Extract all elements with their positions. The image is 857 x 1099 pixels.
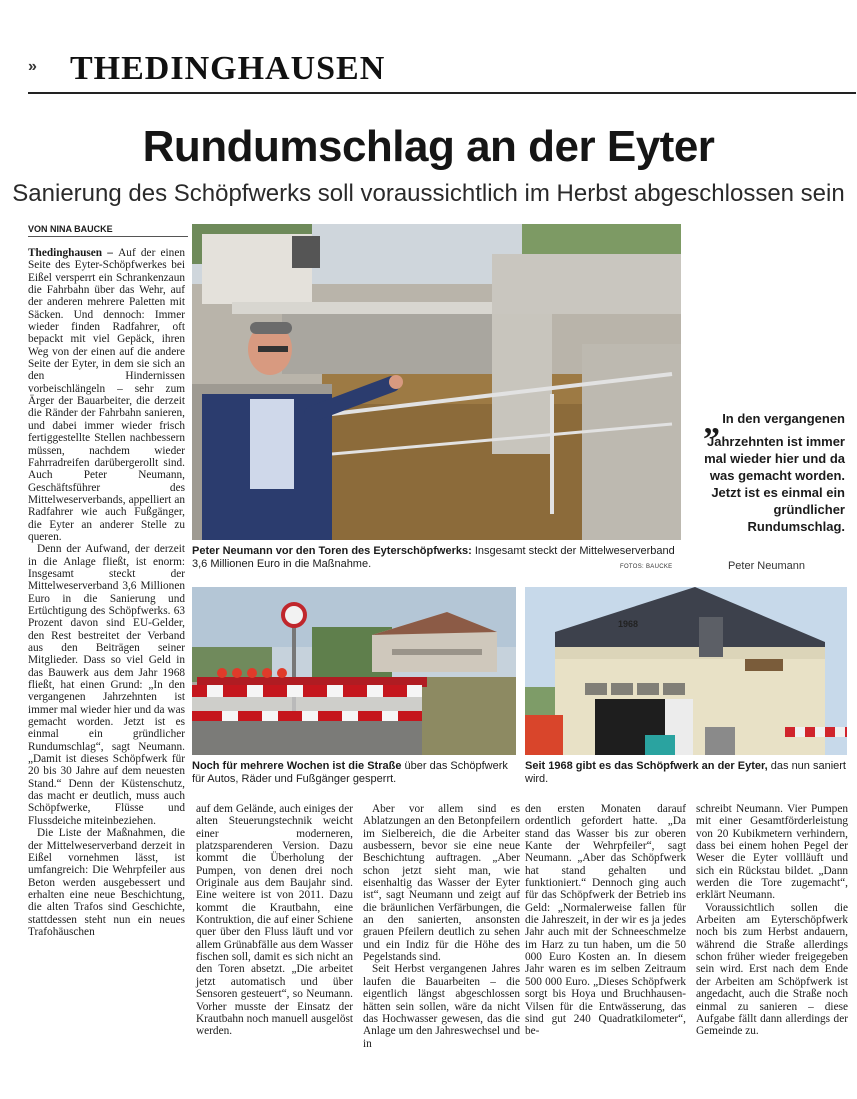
headline: Rundumschlag an der Eyter <box>142 122 715 171</box>
paragraph: Voraussichtlich sollen die Arbeiten am Eyterschöpfwerk noch bis zum Herbst andauern, während die Straße allerdings schon früher wieder freigegeben sein wird. Erst nach dem Ende der Arbeiten am Schöpfwerk ist angedacht, auch die Straße noch einmal zu sanieren – diese Aufgabe fällt dann allerdings der Gemeinde zu. <box>696 901 848 1038</box>
road-closure-photo <box>192 587 516 755</box>
quote-author: Peter Neumann <box>727 560 805 572</box>
road-photo-caption: Noch für mehrere Wochen ist die Straße über das Schöpfwerk für Autos, Räder und Fußgänger gesperrt. <box>192 760 508 785</box>
main-photo-caption: Peter Neumann vor den Toren des Eyterschöpfwerks: Insgesamt steckt der Mittelweserverband 3,6 Millionen Euro in die Maßnahme. <box>192 545 675 570</box>
photo-credit: FOTOS: BAUCKE <box>620 564 673 570</box>
paragraph: schreibt Neumann. Vier Pumpen mit einer Gesamtförderleistung von 20 Kubikmetern verhindern, dass bei einem hohen Pegel der Weser die Eyter vollläuft und sich ein Rückstau bildet. „Dann werden die Tore zugemacht“, erklärt Neumann. <box>696 803 848 902</box>
year-sign: 1968 <box>618 619 639 629</box>
header-rule <box>28 92 856 94</box>
paragraph: Thedinghausen – Auf der einen Seite des Eyter-Schöpfwerkes bei Eißel versperrt ein Schrankenzaun die Fahrbahn über das Wehr, auf der anderen mehrere Paletten mit Säcken. Und dennoch: Immer wieder finden Radfahrer, oft bepackt mit viel Gepäck, ihren Weg von der einen auf die andere Seite der Eyter, in dem sie sich an den Hindernissen vorbeischlängeln – sehr zum Ärger der Bauarbeiter, die derzeit die Ränder der Fahrbahn sanieren, und dabei immer wieder frisch fertiggestellte Stellen nachbessern müssen, nachdem wieder Fahrradreifen darübergerollt sind. Auch Peter Neumann, Geschäftsführer des Mittelweserverbands, appelliert an Radfahrer wie auch Fußgänger, die Eyter an anderer Stelle zu queren. <box>28 247 185 543</box>
article-column-5 <box>696 803 848 1038</box>
section-title: THEDINGHAUSEN <box>70 50 386 87</box>
subheadline: Sanierung des Schöpfwerks soll voraussichtlich im Herbst abgeschlossen sein <box>12 180 845 207</box>
article-column-1 <box>28 247 185 938</box>
pull-quote <box>693 404 845 535</box>
byline: VON NINA BAUCKE <box>28 224 188 237</box>
building-photo-caption: Seit 1968 gibt es das Schöpfwerk an der Eyter, das nun saniert wird. <box>525 760 846 785</box>
dateline: Thedinghausen – <box>28 247 119 259</box>
pumping-station-photo <box>525 587 847 755</box>
paragraph: Seit Herbst vergangenen Jahres laufen die Bauarbeiten – die eigentlich längst abgeschlossen hätten sein sollen, wäre da nicht das Hochwasser gewesen, das die Anlage um den Jahreswechsel und in <box>363 963 520 1050</box>
article-column-4 <box>525 803 686 1038</box>
section-header <box>28 50 848 86</box>
paragraph: Aber vor allem sind es Ablatzungen an den Betonpfeilern im Sielbereich, die die Arbeiter ausbessern, bevor sie eine neue Beschichtung auftragen. „Aber schon jetzt sieht man, wie eisenhaltig das Wasser der Eyter ist“, sagt Neumann und zeigt auf die bräunlichen Verfärbungen, die an den sanierten, ansonsten grauen Pfeilern deutlich zu sehen und ein Indiz für die Höhe des Pegelstands sind. <box>363 803 520 964</box>
quote-mark-icon: „ <box>703 404 721 441</box>
paragraph: Denn der Aufwand, der derzeit in die Anlage fließt, ist enorm: Insgesamt steckt der Mittelweserverband 3,6 Millionen Euro in die Sanierung und Ertüchtigung des Schöpfwerks. 63 Prozent davon sind EU-Gelder, den Rest bestreitet der Verband aus den Beiträgen seiner Mitglieder. Dass so viel Geld in das Bauwerk aus dem Jahr 1968 fließt, hat einen Grund: „In den vergangenen Jahrzehnten ist immer mal wieder hier und da was gemacht worden. Jetzt ist es einmal ein gründlicher Rundumschlag“, sagt Neumann. „Damit ist dieses Schöpfwerk für 20 bis 30 Jahre auf dem neuesten Stand.“ Denn der Küstenschutz, das macht er deutlich, muss auch Schöpfwerke, Flüsse und Flussdeiche miteinbeziehen. <box>28 543 185 827</box>
paragraph: den ersten Monaten darauf ordentlich gefordert hatte. „Da stand das Wasser bis zur oberen Kante der Wehrpfeiler“, sagt Neumann. „Aber das Schöpfwerk hat stand gehalten und funktioniert.“ Dennoch ging auch für das Schöpfwerk der Betrieb ins Geld: „Normalerweise fallen für die Jahreszeit, in der wir es ja jedes Jahr auch mit der Schneeschmelze im Harz zu tun haben, um die 50 000 Euro Kosten an. In diesem Jahr waren es im selben Zeitraum 500 000 Euro. „Dieses Schöpfwerk sorgt bis Hoya und Bruchhausen-Vilsen für die Entwässerung, das sind gut 240 Quadratkilometer“, be- <box>525 803 686 1038</box>
quote-text: In den vergangenen Jahrzehnten ist immer mal wieder hier und da was gemacht worden. Jetzt ist es einmal ein gründlicher Rundumschlag. <box>704 411 845 534</box>
article-column-2 <box>196 803 353 1038</box>
paragraph: auf dem Gelände, auch einiges der alten Steuerungstechnik weicht einer moderneren, platzsparenderen Version. Dazu kommt die Überholung der Pumpen, von denen drei noch Originale aus dem Baujahr sind. Eine weitere ist von 2011. Dazu kommt die Krautbahn, eine Kontruktion, die auf einer Schiene quer über den Fluss läuft und vor allem Grünabfälle aus dem Wasser fischen soll, damit es sich nicht an den Toren absetzt. „Die arbeitet jetzt automatisch und über Sensoren gesteuert“, so Neumann. Vorher musste der Einsatz der Krautbahn noch manuell ausgelöst werden. <box>196 803 353 1038</box>
chevron-icon: » <box>28 58 37 75</box>
main-photo <box>192 224 681 540</box>
paragraph: Die Liste der Maßnahmen, die der Mittelweserverband derzeit in Eißel vornehmen lässt, ist umfangreich: Die Wehrpfeiler aus Beton werden ausgebessert und erhalten eine neue Beschichtung, die alten Trafos sind Geschichte, stattdessen steht nun ein neues Trafohäuschen <box>28 827 185 938</box>
article-column-3 <box>363 803 520 1050</box>
